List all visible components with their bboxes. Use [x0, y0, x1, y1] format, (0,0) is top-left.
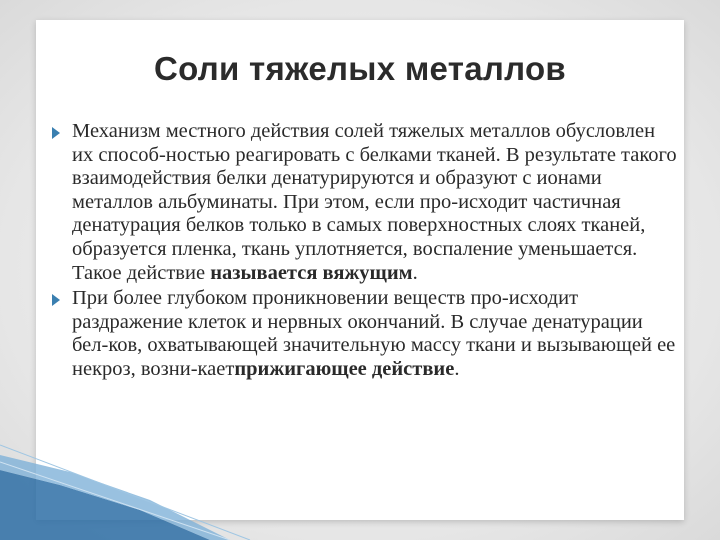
- bullet-item: [50, 120, 680, 285]
- bullet-end: .: [454, 357, 460, 380]
- bullet-bold-text: прижигающее действие: [234, 357, 455, 380]
- bullet-item: [50, 287, 680, 381]
- bullet-text: При более глубоком проникновении веществ про-исходит раздражение клеток и нервных окончаний. В случае денатурации бел-ков, охватывающей значительную массу ткани и вызывающей ее некроз, возни-кает: [72, 287, 676, 380]
- bullet-bold-text: называется вяжущим: [210, 261, 413, 284]
- corner-wave-dark: [0, 470, 210, 540]
- bullet-list: [50, 120, 680, 384]
- page-title: Соли тяжелых металлов: [153, 50, 567, 87]
- triangle-bullet-icon: [52, 294, 60, 306]
- bullet-text: Механизм местного действия солей тяжелых металлов обусловлен их способ-ностью реагировать с белками тканей. В результате такого взаимодействия белки денатурируются и образуют с ионами металлов альбуминаты. При этом, если про-исходит частичная денатурация белков только в самых поверхностных слоях тканей, образуется пленка, ткань уплотняется, воспаление уменьшается. Такое действие: [72, 120, 677, 284]
- triangle-bullet-icon: [52, 127, 60, 139]
- bullet-end: .: [412, 261, 418, 284]
